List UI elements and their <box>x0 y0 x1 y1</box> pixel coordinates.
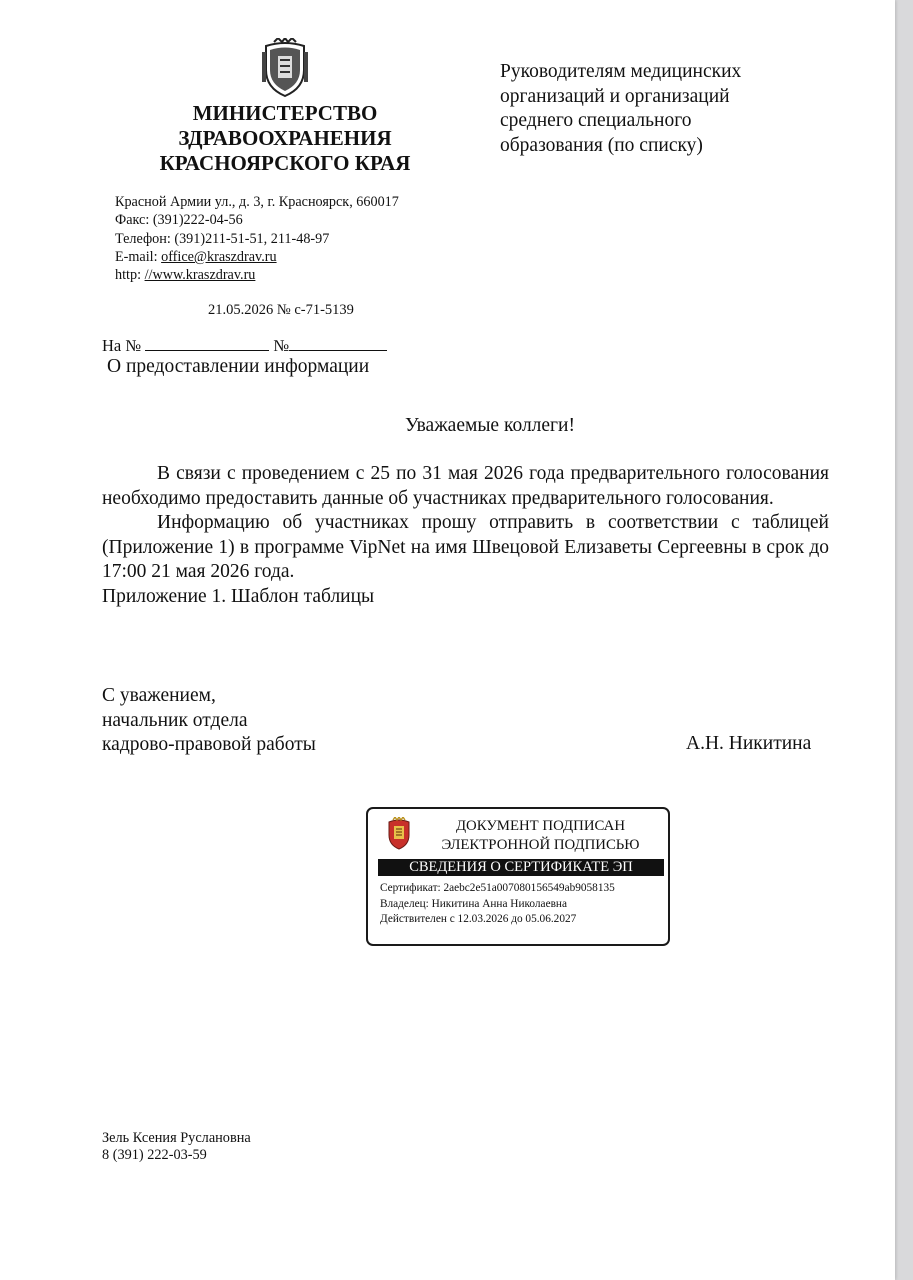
certificate-info-bar: СВЕДЕНИЯ О СЕРТИФИКАТЕ ЭП <box>378 859 664 876</box>
ministry-name-line: КРАСНОЯРСКОГО КРАЯ <box>159 151 411 175</box>
executor-phone: 8 (391) 222-03-59 <box>102 1147 207 1163</box>
certificate-owner: Владелец: Никитина Анна Николаевна <box>380 897 567 910</box>
fax: Факс: (391)222-04-56 <box>115 212 243 229</box>
address: Красной Армии ул., д. 3, г. Красноярск, 660017 <box>115 194 399 210</box>
registration-number: 21.05.2026 № с-71-5139 <box>208 302 354 318</box>
body-paragraph: В связи с проведением с 25 по 31 мая 2026 года предварительного голосования необходимо предоставить данные об участниках предварительного голосования. <box>102 463 829 509</box>
reference-line <box>102 336 387 356</box>
email-label: E-mail: <box>115 248 162 265</box>
stamp-title <box>418 817 663 854</box>
electronic-signature-stamp <box>366 807 670 946</box>
greeting: Уважаемые коллеги! <box>405 415 575 436</box>
certificate-number: Сертификат: 2aebc2e51a007080156549ab9058135 <box>380 882 615 894</box>
website-line <box>115 266 399 284</box>
certificate-validity: Действителен с 12.03.2026 до 05.06.2027 <box>380 913 577 926</box>
coat-of-arms-icon <box>260 38 310 98</box>
body-paragraph: Информацию об участниках прошу отправить в соответствии с таблицей (Приложение 1) в программе VipNet на имя Швецовой Елизаветы Сергеевны в срок до 17:00 21 мая 2026 года. <box>102 512 829 582</box>
closing-line: С уважением, <box>102 685 216 706</box>
email-line <box>115 248 399 266</box>
stamp-title-line: ЭЛЕКТРОННОЙ ПОДПИСЬЮ <box>441 836 640 853</box>
addressee-line: организаций и организаций <box>500 85 730 107</box>
addressee-line: Руководителям медицинских <box>500 61 742 82</box>
executor-name: Зель Ксения Руслановна <box>102 1130 251 1146</box>
attachment-note: Приложение 1. Шаблон таблицы <box>102 585 375 607</box>
stamp-title-line: ДОКУМЕНТ ПОДПИСАН <box>455 818 626 834</box>
coat-of-arms-icon <box>386 817 412 851</box>
ministry-name-line: МИНИСТЕРСТВО <box>192 101 378 125</box>
reference-number-blank <box>145 336 269 351</box>
executor <box>102 1130 251 1164</box>
reference-number-sign: № <box>273 336 290 355</box>
closing-line: начальник отдела <box>102 709 248 731</box>
email-link[interactable]: office@kraszdrav.ru <box>161 248 277 265</box>
addressee-line: образования (по списку) <box>500 134 703 156</box>
reference-prefix: На № <box>102 336 142 355</box>
signer-name: А.Н. Никитина <box>686 733 812 754</box>
ministry-name-line: ЗДРАВООХРАНЕНИЯ <box>178 126 392 150</box>
letter-body <box>102 462 829 609</box>
ministry-name <box>135 101 435 176</box>
reference-number-blank-2 <box>289 336 387 351</box>
website-link[interactable]: //www.kraszdrav.ru <box>144 267 256 284</box>
website-label: http: <box>115 267 145 284</box>
addressee-line: среднего специального <box>500 110 692 131</box>
closing <box>102 684 316 758</box>
phone: Телефон: (391)211-51-51, 211-48-97 <box>115 230 330 247</box>
closing-line: кадрово-правовой работы <box>102 734 316 755</box>
addressee <box>500 60 830 158</box>
ministry-contacts <box>115 193 399 284</box>
subject: О предоставлении информации <box>107 356 370 377</box>
certificate-details <box>380 881 615 928</box>
